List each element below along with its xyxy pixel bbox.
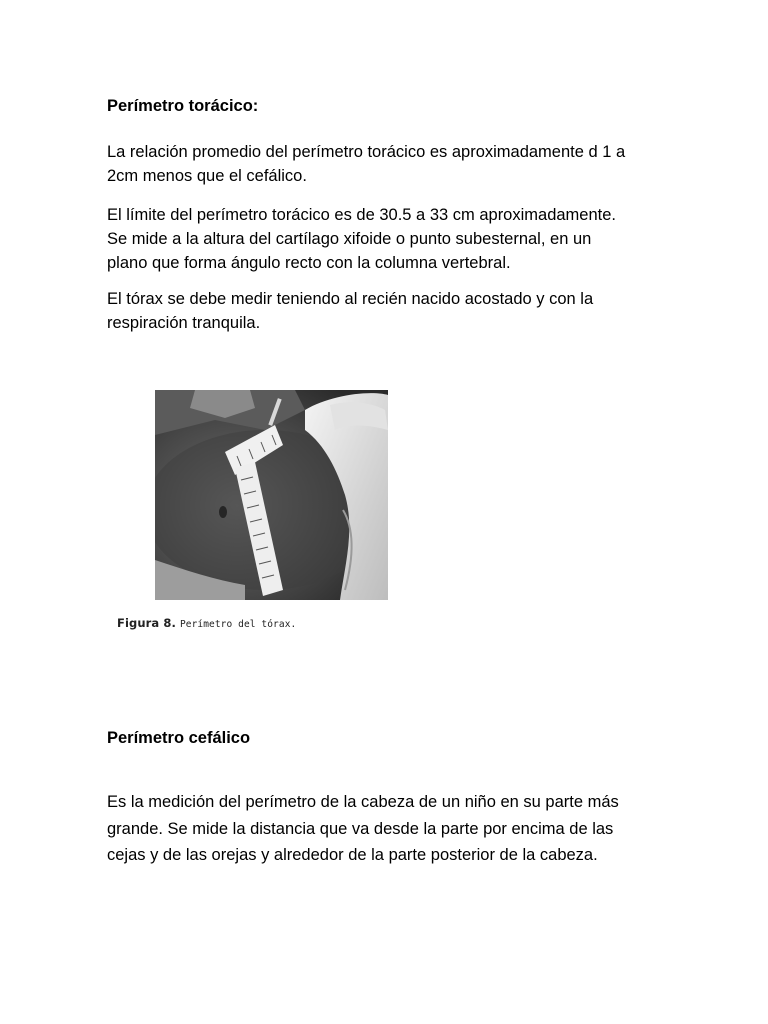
photo-illustration — [155, 390, 388, 600]
paragraph-medicion-cabeza — [107, 789, 707, 869]
text-line: cejas y de las orejas y alrededor de la parte posterior de la cabeza. — [107, 846, 598, 864]
text-line: Es la medición del perímetro de la cabeza de un niño en su parte más — [107, 793, 619, 811]
figure-caption-text: Perímetro del tórax. — [179, 619, 297, 630]
text-line: Se mide a la altura del cartílago xifoide o punto subesternal, en un — [107, 230, 592, 248]
text-line: La relación promedio del perímetro torácico es aproximadamente d 1 a — [107, 143, 626, 161]
paragraph-medicion-torax — [107, 287, 707, 335]
heading-perimetro-cefalico: Perímetro cefálico — [107, 729, 251, 747]
text-line: El límite del perímetro torácico es de 30.5 a 33 cm aproximadamente. — [107, 206, 616, 224]
text-line: El tórax se debe medir teniendo al recién nacido acostado y con la — [107, 290, 594, 308]
text-line: grande. Se mide la distancia que va desde la parte por encima de las — [107, 819, 614, 838]
text-line: 2cm menos que el cefálico. — [107, 167, 307, 185]
text-line: plano que forma ángulo recto con la columna vertebral. — [107, 254, 511, 272]
photo-thorax-measurement — [155, 390, 388, 600]
paragraph-relacion-promedio — [107, 140, 707, 188]
paragraph-limite-perimetro — [107, 203, 707, 275]
figure-caption — [117, 616, 296, 630]
text-line: respiración tranquila. — [107, 314, 261, 332]
figure-caption-label: Figura 8. — [117, 616, 176, 630]
heading-perimetro-toracico: Perímetro torácico: — [107, 97, 259, 115]
